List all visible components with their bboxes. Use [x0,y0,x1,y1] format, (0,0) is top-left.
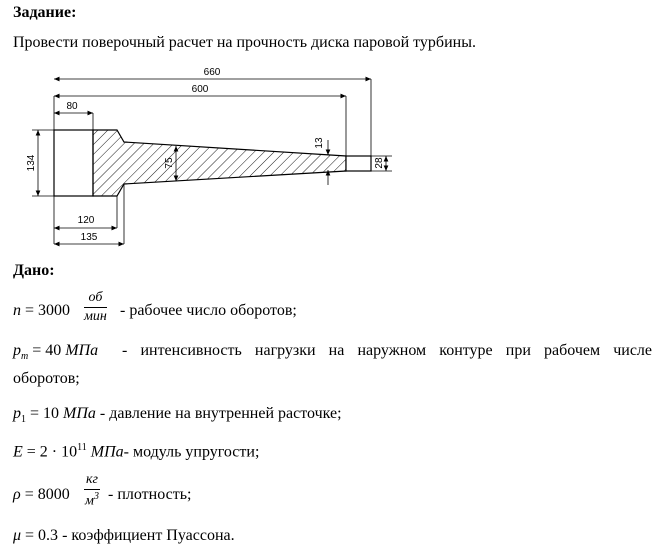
n-unit-fraction [84,290,107,325]
dim-660-label: 660 [203,67,221,78]
dim-28-label: 28 [374,157,385,169]
dim-135-label: 135 [80,232,98,243]
mu-description: - коэффициент Пуассона. [62,527,235,544]
dim-134-label: 134 [26,154,37,172]
pm-description-continued: оборотов; [13,370,80,387]
mu-value: = 0.3 [21,527,59,544]
n-value: = 3000 [21,302,71,319]
dim-13-label: 13 [314,137,325,149]
disk-rim [346,156,371,171]
rho-description: - плотность; [108,486,192,503]
given-heading: Дано: [13,262,55,279]
dim-75-label: 75 [164,157,175,169]
given-rho [13,486,70,504]
n-description: - рабочее число оборотов; [120,302,297,319]
pm-subscript: m [21,351,29,363]
rho-value: = 8000 [20,486,70,503]
mu-symbol: μ [13,527,22,544]
n-symbol: n [13,302,21,319]
bore-outline [54,130,93,196]
pm-value: = 40 [28,342,62,359]
task-heading: Задание: [13,4,77,21]
rho-symbol: ρ [13,486,21,503]
disk-drawing [0,58,400,248]
pm-unit: МПа [65,342,99,359]
E-value: = 2 · 10 [22,443,78,461]
given-E [13,442,259,461]
dim-80-label: 80 [66,101,78,112]
p1-description: - давление на внутренней расточке; [99,405,342,422]
given-pm [13,342,98,362]
pm-description: - интенсивность нагрузки на наружном контуре при рабочем числе [122,342,652,359]
dim-120-label: 120 [77,215,95,226]
given-p1 [13,405,342,425]
n-unit-numerator: об [84,290,107,308]
p1-unit: МПа [63,405,96,422]
rho-unit-den-base: м [85,493,94,509]
given-mu [13,527,235,545]
task-description: Провести поверочный расчет на прочность диска паровой турбины. [13,34,476,51]
E-unit: МПа [90,443,124,461]
rho-unit-numerator: кг [84,472,100,490]
disk-profile [93,130,346,196]
n-unit-denominator: мин [84,309,107,324]
p1-symbol: p [13,405,21,422]
p1-value: = 10 [26,405,60,422]
E-exponent: 11 [77,442,87,453]
E-symbol: E [13,443,23,461]
dim-600-label: 600 [191,84,209,95]
E-description: - модуль упругости; [123,443,260,461]
pm-symbol: p [13,342,21,359]
rho-unit-denominator [84,490,100,510]
rho-unit-den-exp: 3 [93,491,99,502]
p1-subscript: 1 [21,414,26,426]
given-n [13,302,70,320]
rho-unit-fraction [84,472,100,510]
